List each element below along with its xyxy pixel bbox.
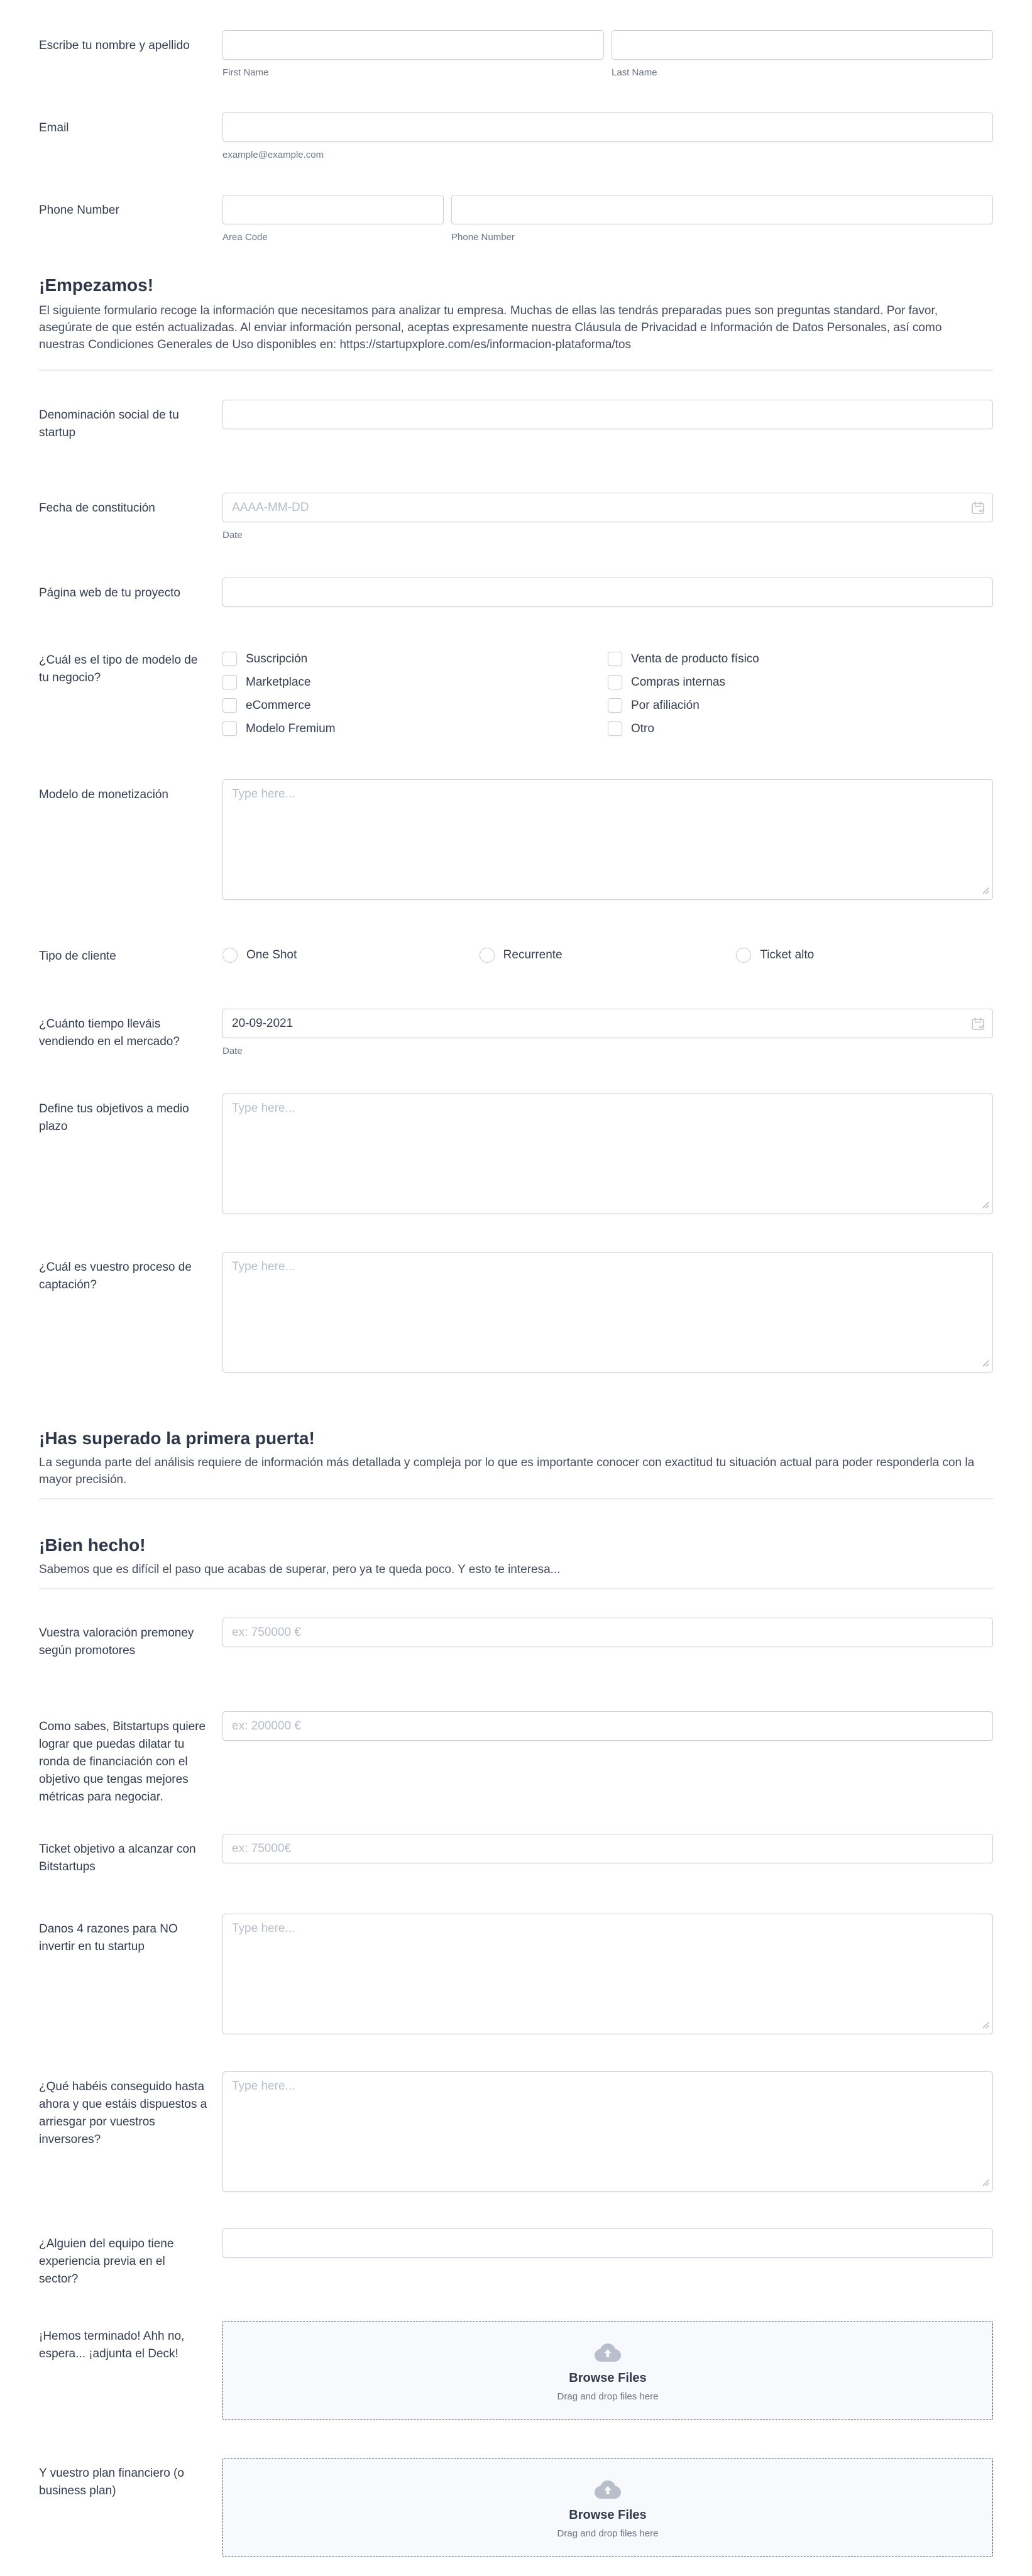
resize-handle-icon[interactable] <box>982 2179 989 2186</box>
checkbox-icon[interactable] <box>222 652 237 666</box>
checkbox-option-modelo-fremium[interactable] <box>222 721 608 736</box>
upload-cloud-icon <box>593 2342 622 2363</box>
captacion-textarea[interactable] <box>222 1252 993 1373</box>
checkbox-option-compras-internas[interactable] <box>608 675 993 689</box>
browse-files-button[interactable]: Browse Files <box>569 2371 647 2385</box>
checkbox-icon[interactable] <box>222 698 237 713</box>
email-sublabel: example@example.com <box>222 150 324 160</box>
conseguido-label: ¿Qué habéis conseguido hasta ahora y que estáis dispuestos a arriesgar por vuestros inversores? <box>39 2080 207 2146</box>
tipo-cliente-options <box>222 941 993 963</box>
section-primera-puerta-title: ¡Has superado la primera puerta! <box>39 1428 315 1448</box>
tiempo-mercado-sublabel: Date <box>222 1046 243 1056</box>
modelo-negocio-options <box>222 645 993 736</box>
denominacion-input[interactable] <box>222 400 993 429</box>
section-divider <box>39 1498 993 1499</box>
ticket-input[interactable] <box>222 1834 993 1863</box>
checkbox-icon[interactable] <box>222 675 237 689</box>
radio-icon[interactable] <box>480 948 495 963</box>
checkbox-option-venta-producto-fisico[interactable] <box>608 652 993 666</box>
checkbox-option-marketplace[interactable] <box>222 675 608 689</box>
field-row-objetivos <box>39 1093 993 1214</box>
experiencia-input[interactable] <box>222 2228 993 2258</box>
email-label: Email <box>39 121 69 134</box>
last-name-input[interactable] <box>612 30 993 60</box>
deck-dropzone[interactable] <box>222 2321 993 2420</box>
first-name-input[interactable] <box>222 30 604 60</box>
field-row-phone <box>39 195 993 243</box>
field-row-fecha-constitucion <box>39 493 993 541</box>
pagina-web-input[interactable] <box>222 578 993 607</box>
field-row-experiencia <box>39 2228 993 2288</box>
deck-upload-label: ¡Hemos terminado! Ahh no, espera... ¡adjunta el Deck! <box>39 2330 185 2360</box>
full-name-label: Escribe tu nombre y apellido <box>39 39 190 52</box>
section-divider <box>39 1588 993 1589</box>
field-row-full-name <box>39 30 993 79</box>
area-code-input[interactable] <box>222 195 444 224</box>
valoracion-label: Vuestra valoración premoney según promotores <box>39 1626 194 1657</box>
resize-handle-icon[interactable] <box>982 887 989 894</box>
calendar-check-icon[interactable] <box>971 501 985 515</box>
checkbox-icon[interactable] <box>608 675 622 689</box>
ronda-label: Como sabes, Bitstartups quiere lograr que puedas dilatar tu ronda de financiación con el objetivo que tengas mejores métricas para negociar. <box>39 1720 206 1804</box>
phone-label: Phone Number <box>39 204 119 217</box>
checkbox-option-por-afiliacion[interactable] <box>608 698 993 713</box>
field-row-denominacion <box>39 400 993 442</box>
drag-drop-hint: Drag and drop files here <box>557 2391 659 2402</box>
tiempo-mercado-label: ¿Cuánto tiempo lleváis vendiendo en el mercado? <box>39 1017 180 1048</box>
checkbox-label: Marketplace <box>246 675 311 689</box>
field-row-captacion <box>39 1252 993 1373</box>
denominacion-label: Denominación social de tu startup <box>39 408 179 439</box>
radio-label: Ticket alto <box>760 948 815 962</box>
razones-textarea[interactable] <box>222 1914 993 2034</box>
fecha-constitucion-input[interactable] <box>222 493 993 522</box>
fecha-constitucion-sublabel: Date <box>222 530 243 540</box>
field-row-ronda <box>39 1711 993 1806</box>
checkbox-label: Suscripción <box>246 652 308 666</box>
section-divider <box>39 370 993 371</box>
conseguido-textarea[interactable] <box>222 2071 993 2192</box>
calendar-check-icon[interactable] <box>971 1017 985 1031</box>
ronda-input[interactable] <box>222 1711 993 1741</box>
fecha-constitucion-label: Fecha de constitución <box>39 501 155 515</box>
radio-option-ticket-alto[interactable] <box>736 948 993 963</box>
razones-label: Danos 4 razones para NO invertir en tu startup <box>39 1922 178 1953</box>
plan-upload-label: Y vuestro plan financiero (o business plan) <box>39 2467 184 2497</box>
ticket-label: Ticket objetivo a alcanzar con Bitstartups <box>39 1843 196 1873</box>
field-row-tiempo-mercado <box>39 1009 993 1057</box>
field-row-ticket <box>39 1834 993 1876</box>
phone-number-input[interactable] <box>451 195 993 224</box>
valoracion-input[interactable] <box>222 1618 993 1647</box>
radio-option-one-shot[interactable] <box>222 948 480 963</box>
checkbox-label: Modelo Fremium <box>246 721 336 735</box>
objetivos-label: Define tus objetivos a medio plazo <box>39 1102 189 1133</box>
field-row-monetizacion <box>39 779 993 900</box>
section-primera-puerta <box>39 1428 993 1589</box>
tipo-cliente-label: Tipo de cliente <box>39 950 116 963</box>
section-empezamos <box>39 275 993 371</box>
field-row-conseguido <box>39 2071 993 2192</box>
drag-drop-hint: Drag and drop files here <box>557 2528 659 2539</box>
monetizacion-textarea[interactable] <box>222 779 993 900</box>
first-name-sublabel: First Name <box>222 67 269 78</box>
field-row-razones <box>39 1914 993 2034</box>
monetizacion-label: Modelo de monetización <box>39 788 168 801</box>
plan-dropzone[interactable] <box>222 2458 993 2557</box>
checkbox-option-otro[interactable] <box>608 721 993 736</box>
objetivos-textarea[interactable] <box>222 1093 993 1214</box>
resize-handle-icon[interactable] <box>982 1202 989 1209</box>
section-empezamos-title: ¡Empezamos! <box>39 275 154 295</box>
checkbox-label: Venta de producto físico <box>631 652 759 666</box>
checkbox-option-ecommerce[interactable] <box>222 698 608 713</box>
field-row-email <box>39 112 993 161</box>
pagina-web-label: Página web de tu proyecto <box>39 586 180 600</box>
checkbox-label: Otro <box>631 721 654 735</box>
section-bien-hecho-body: Sabemos que es difícil el paso que acabas de superar, pero ya te queda poco. Y esto te interesa... <box>39 1563 561 1576</box>
checkbox-icon[interactable] <box>222 721 237 736</box>
radio-icon[interactable] <box>222 948 238 963</box>
radio-label: One Shot <box>246 948 297 962</box>
tiempo-mercado-input[interactable] <box>222 1009 993 1038</box>
field-row-valoracion <box>39 1618 993 1660</box>
checkbox-label: Compras internas <box>631 675 725 689</box>
field-row-modelo-negocio <box>39 645 993 736</box>
radio-label: Recurrente <box>503 948 563 962</box>
area-code-sublabel: Area Code <box>222 232 268 243</box>
checkbox-option-suscripcion[interactable] <box>222 652 608 666</box>
last-name-sublabel: Last Name <box>612 67 657 78</box>
resize-handle-icon[interactable] <box>982 2022 989 2029</box>
checkbox-label: Por afiliación <box>631 698 700 712</box>
checkbox-icon[interactable] <box>608 721 622 736</box>
field-row-deck-upload <box>39 2321 993 2420</box>
captacion-label: ¿Cuál es vuestro proceso de captación? <box>39 1261 192 1291</box>
section-bien-hecho-title: ¡Bien hecho! <box>39 1535 146 1555</box>
modelo-negocio-label: ¿Cuál es el tipo de modelo de tu negocio? <box>39 654 198 684</box>
phone-number-sublabel: Phone Number <box>451 232 515 243</box>
radio-icon[interactable] <box>736 948 751 963</box>
checkbox-icon[interactable] <box>608 698 622 713</box>
browse-files-button[interactable]: Browse Files <box>569 2508 647 2522</box>
radio-option-recurrente[interactable] <box>480 948 737 963</box>
upload-cloud-icon <box>593 2479 622 2500</box>
field-row-pagina-web <box>39 578 993 607</box>
field-row-plan-upload <box>39 2458 993 2557</box>
experiencia-label: ¿Alguien del equipo tiene experiencia previa en el sector? <box>39 2237 174 2286</box>
email-input[interactable] <box>222 112 993 142</box>
resize-handle-icon[interactable] <box>982 1360 989 1367</box>
field-row-tipo-cliente <box>39 941 993 965</box>
section-primera-puerta-body: La segunda parte del análisis requiere de información más detallada y compleja por lo que es importante conocer con exactitud tu situación actual para poder responderla con la mayor precisión. <box>39 1456 975 1486</box>
section-empezamos-body: El siguiente formulario recoge la información que necesitamos para analizar tu empresa. Muchas de ellas las tendrás preparadas pues son preguntas standard. Por favor, asegúrate de que estén actualizadas. Al enviar información personal, aceptas expresamente nuestra Cláusula de Privacidad e Información de Datos Personales, así como nuestras Condiciones Generales de Uso disponibles en: https://startupxplore.com/es/informacion-plataforma/tos <box>39 304 942 351</box>
checkbox-icon[interactable] <box>608 652 622 666</box>
checkbox-label: eCommerce <box>246 698 311 712</box>
